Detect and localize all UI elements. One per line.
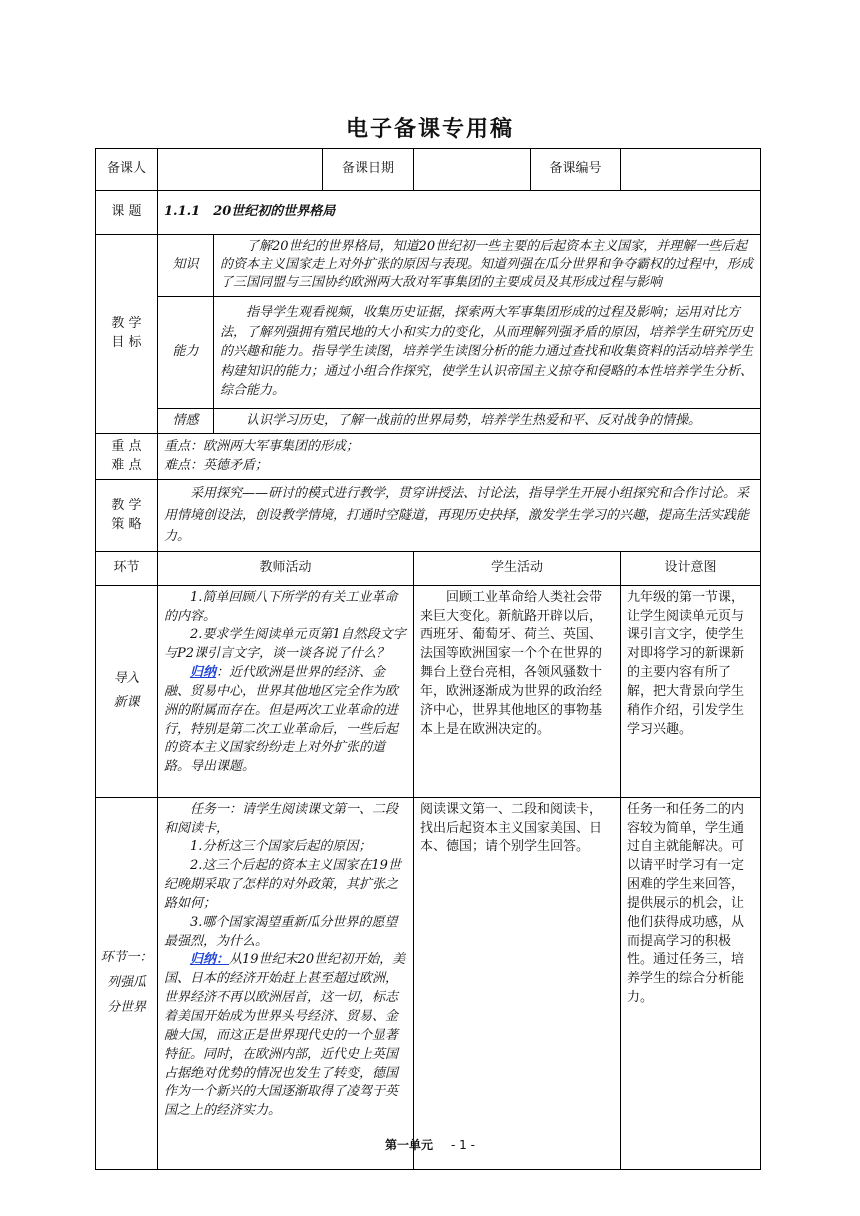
preparer-value[interactable] [158, 149, 323, 191]
design-cell: 九年级的第一节课，让学生阅读单元页与课引言文字，使学生对即将学习的新课新的主要内容有所了解，把大背景向学生稍作介绍，引发学生学习兴趣。 [621, 585, 761, 797]
key-point: 重点：欧洲两大军事集团的形成； [164, 439, 360, 455]
number-value[interactable] [621, 149, 761, 191]
date-label: 备课日期 [323, 149, 414, 191]
page-number: - 1 - [451, 1138, 475, 1152]
topic-value: 1.1.1 20世纪初的世界格局 [158, 191, 761, 235]
student-cell: 回顾工业革命给人类社会带来巨大变化。新航路开辟以后，西班牙、葡萄牙、荷兰、英国、法国等欧洲国家一个个在世界的舞台上登台亮相，各领风骚数十年，欧洲逐渐成为世界的政治经济中心，世界其他地区的事物基本上是在欧洲决定的。 [414, 585, 621, 797]
teacher-cell: 任务一：请学生阅读课文第一、二段和阅读卡， 1.分析这三个国家后起的原因； 2.这三个后起的资本主义国家在19世纪晚期采取了怎样的对外政策，其扩张之路如何； 3.哪个国家渴望重新瓜分世界的愿望最强烈，为什么。 归纳：从19世纪末20世纪初开始，美国、日本的经济开始赶上甚至超过欧洲，世界经济不再以欧洲居首，这一切，标志着美国开始成为世界头号经济、贸易、金融大国，而这正是世界现代史的一个显著特征。同时，在欧洲内部，近代史上英国占据绝对优势的情况也发生了转变，德国作为一个新兴的大国逐渐取得了凌驾于英国之上的经济实力。 [158, 797, 414, 1169]
key-points-text [158, 434, 761, 480]
col-design: 设计意图 [621, 551, 761, 585]
col-teacher: 教师活动 [158, 551, 414, 585]
page-title: 电子备课专用稿 [345, 117, 514, 142]
table-row [96, 585, 761, 797]
page-footer [0, 1136, 860, 1153]
stage-cell: 环节一： 列强瓜 分世界 [96, 797, 158, 1169]
emotion-label: 情感 [158, 408, 214, 434]
summary-keyword: 归纳 [190, 665, 217, 681]
emotion-text: 认识学习历史，了解一战前的世界局势，培养学生热爱和平、反对战争的情操。 [214, 408, 761, 434]
difficult-point: 难点：英德矛盾； [164, 457, 269, 473]
date-value[interactable] [414, 149, 531, 191]
table-row [96, 797, 761, 1169]
ability-text: 指导学生观看视频，收集历史证据，探索两大军事集团形成的过程及影响；运用对比方法，了解列强拥有殖民地的大小和实力的变化，从而理解列强矛盾的原因，培养学生研究历史的兴趣和能力。指导学生读图，培养学生读图分析的能力通过查找和收集资料的活动培养学生构建知识的能力；通过小组合作探究，使学生认识帝国主义掠夺和侵略的本性培养学生分析、综合能力。 [214, 296, 761, 408]
knowledge-text: 了解20世纪的世界格局，知道20世纪初一些主要的后起资本主义国家，并理解一些后起的资本主义国家走上对外扩张的原因与表现。知道列强在瓜分世界和争夺霸权的过程中，形成了三国同盟与三国协约欧洲两大敌对军事集团的主要成员及其形成过程与影响 [214, 235, 761, 297]
stage-cell: 导入 新课 [96, 585, 158, 797]
summary-keyword: 归纳： [190, 952, 230, 968]
col-student: 学生活动 [414, 551, 621, 585]
design-cell: 任务一和任务二的内容较为简单，学生通过自主就能解决。可以请平时学习有一定困难的学生来回答，提供展示的机会，让他们获得成功感，从而提高学习的积极性。通过任务三，培养学生的综合分析能力。 [621, 797, 761, 1169]
lesson-plan-table [95, 148, 761, 1170]
strategy-text: 采用探究——研讨的模式进行教学，贯穿讲授法、讨论法，指导学生开展小组探究和合作讨论。采用情境创设法，创设教学情境，打通时空隧道，再现历史抉择，激发学生学习的兴趣，提高生活实践能力。 [158, 480, 761, 551]
student-cell: 阅读课文第一、二段和阅读卡，找出后起资本主义国家美国、日本、德国；请个别学生回答。 [414, 797, 621, 1169]
number-label: 备课编号 [531, 149, 621, 191]
knowledge-label: 知识 [158, 235, 214, 297]
col-stage: 环节 [96, 551, 158, 585]
objectives-label: 教 学 目 标 [96, 235, 158, 434]
topic-label: 课 题 [96, 191, 158, 235]
preparer-label: 备课人 [96, 149, 158, 191]
teacher-cell: 1.简单回顾八下所学的有关工业革命的内容。 2.要求学生阅读单元页第1自然段文字与P2课引言文字，谈一谈各说了什么？ 归纳：近代欧洲是世界的经济、金融、贸易中心，世界其他地区完全作为欧洲的附属而存在。但是两次工业革命的进行，特别是第二次工业革命后，一些后起的资本主义国家纷纷走上对外扩张的道路。导出课题。 [158, 585, 414, 797]
strategy-label: 教 学 策 略 [96, 480, 158, 551]
unit-label: 第一单元 [385, 1138, 434, 1152]
key-points-label: 重 点 难 点 [96, 434, 158, 480]
ability-label: 能力 [158, 296, 214, 408]
